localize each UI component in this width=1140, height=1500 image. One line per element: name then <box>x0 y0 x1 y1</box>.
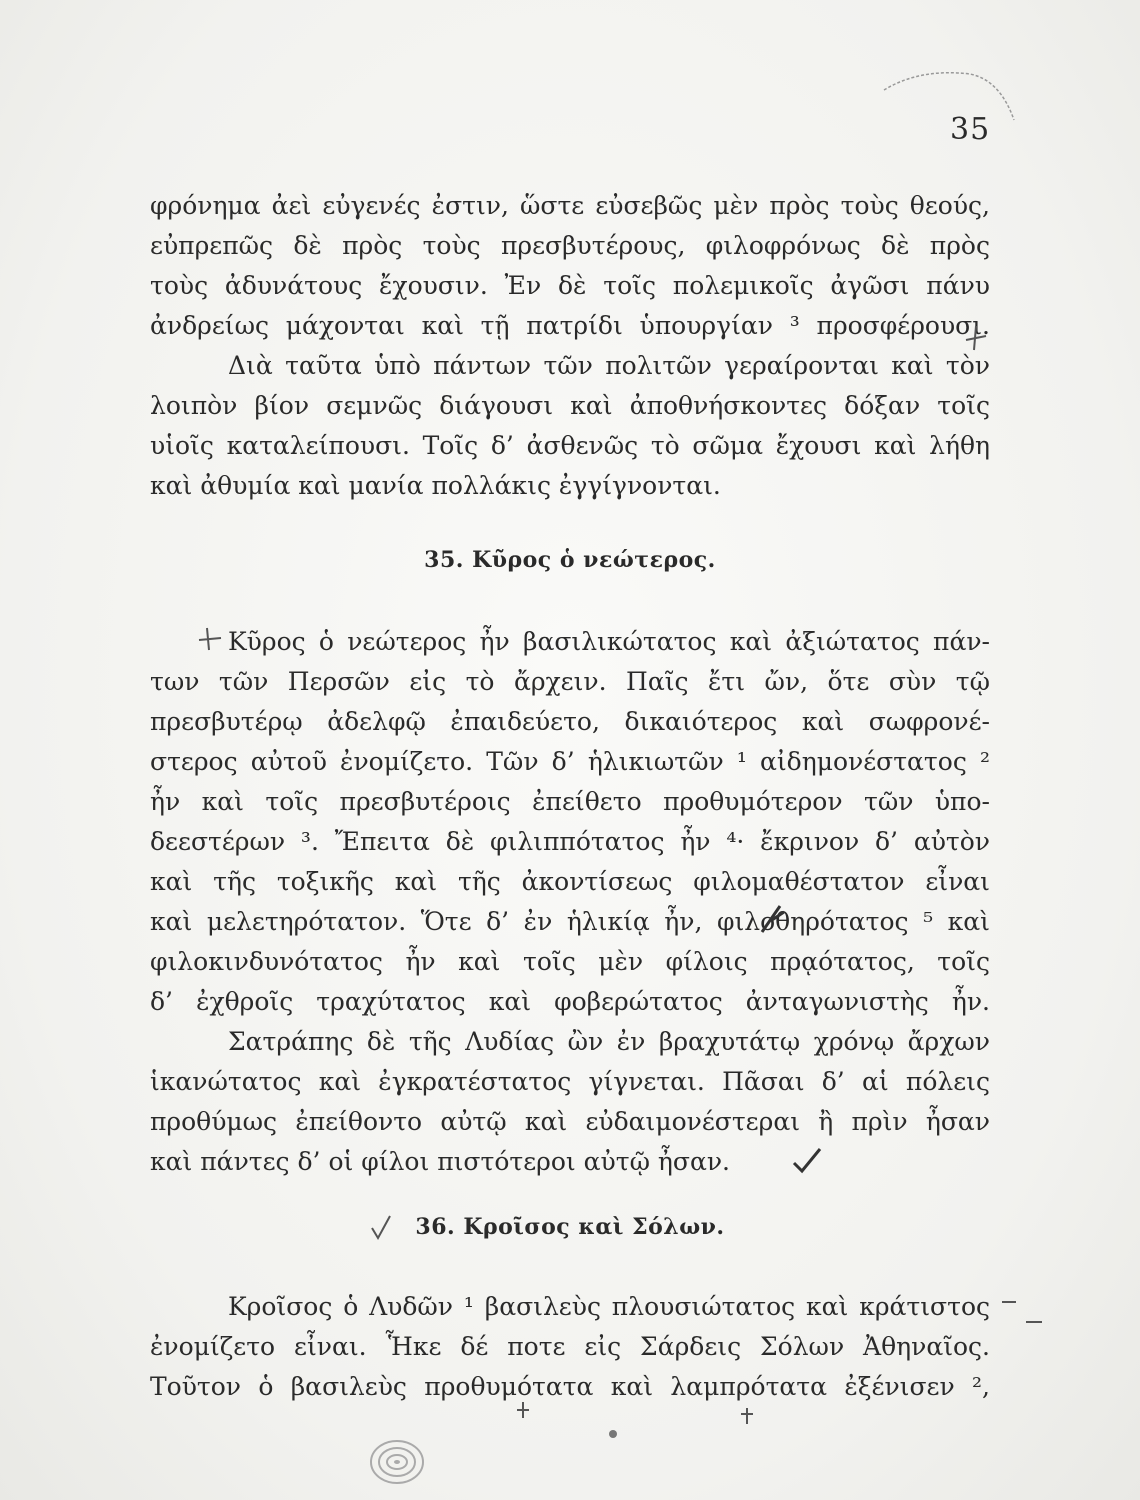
text-line: ἐνομίζετο εἶναι. Ἧκε δέ ποτε εἰς Σάρδεις Σόλων Ἀθηναῖος. <box>150 1332 990 1361</box>
pencil-dash-mark-icon <box>1000 1296 1044 1330</box>
text-line: Διὰ ταῦτα ὑπὸ πάντων τῶν πολιτῶν γεραίρονται καὶ τὸν <box>228 351 990 380</box>
pencil-cross-mark-icon <box>960 322 990 352</box>
text-line: προθύμως ἐπείθοντο αὐτῷ καὶ εὐδαιμονέστεραι ἢ πρὶν ἦσαν <box>150 1107 990 1136</box>
pencil-check-mark-icon <box>368 1214 394 1242</box>
text-line: τοὺς ἀδυνάτους ἔχουσιν. Ἐν δὲ τοῖς πολεμικοῖς ἀγῶσι πάνυ <box>150 271 990 300</box>
section-heading-35: 35. Κῦρος ὁ νεώτερος. <box>424 547 716 573</box>
text-line: ἀνδρείως μάχονται καὶ τῇ πατρίδι ὑπουργίαν ³ προσφέρουσι. <box>150 311 990 340</box>
text-line: φιλοκινδυνότατος ἦν καὶ τοῖς μὲν φίλοις πρᾳότατος, τοῖς <box>150 947 990 976</box>
pencil-cross-mark-icon <box>197 624 227 654</box>
text-line: πρεσβυτέρῳ ἀδελφῷ ἐπαιδεύετο, δικαιότερος καὶ σωφρονέ- <box>150 707 990 736</box>
text-line: στερος αὐτοῦ ἐνομίζετο. Τῶν δ’ ἡλικιωτῶν ¹ αἰδημονέστατος ² <box>150 747 990 776</box>
text-line: των τῶν Περσῶν εἰς τὸ ἄρχειν. Παῖς ἔτι ὤν, ὅτε σὺν τῷ <box>150 667 990 696</box>
text-line: καὶ μελετηρότατον. Ὅτε δ’ ἐν ἡλικίᾳ ἦν, φιλοθηρότατος ⁵ καὶ <box>150 907 990 936</box>
text-line: λοιπὸν βίον σεμνῶς διάγουσι καὶ ἀποθνήσκοντες δόξαν τοῖς <box>150 391 990 420</box>
pencil-tick-marks-icon <box>515 1400 775 1440</box>
text-line: Τοῦτον ὁ βασιλεὺς προθυμότατα καὶ λαμπρότατα ἐξένισεν ², <box>150 1372 990 1401</box>
text-line: εὐπρεπῶς δὲ πρὸς τοὺς πρεσβυτέρους, φιλοφρόνως δὲ πρὸς <box>150 231 990 260</box>
text-line: φρόνημα ἀεὶ εὐγενές ἐστιν, ὥστε εὐσεβῶς μὲν πρὸς τοὺς θεούς, <box>150 191 990 220</box>
text-line: Κροῖσος ὁ Λυδῶν ¹ βασιλεὺς πλουσιώτατος καὶ κράτιστος <box>228 1292 990 1321</box>
text-line: ἦν καὶ τοῖς πρεσβυτέροις ἐπείθετο προθυμότερον τῶν ὑπο- <box>150 787 990 816</box>
text-line: δ’ ἐχθροῖς τραχύτατος καὶ φοβερώτατος ἀνταγωνιστὴς ἦν. <box>150 987 990 1016</box>
text-line: δεεστέρων ³. Ἔπειτα δὲ φιλιππότατος ἦν ⁴· ἔκρινον δ’ αὐτὸν <box>150 827 990 856</box>
pencil-check-mark-icon <box>790 1145 824 1175</box>
page-number: 35 <box>950 112 991 147</box>
text-line: Κῦρος ὁ νεώτερος ἦν βασιλικώτατος καὶ ἀξιώτατος πάν- <box>228 627 990 656</box>
text-line: καὶ τῆς τοξικῆς καὶ τῆς ἀκοντίσεως φιλομαθέστατον εἶναι <box>150 867 990 896</box>
section-heading-36: 36. Κροῖσος καὶ Σόλων. <box>415 1214 725 1240</box>
pencil-slash-mark-icon <box>758 902 788 936</box>
text-line: υἱοῖς καταλείπουσι. Τοῖς δ’ ἀσθενῶς τὸ σῶμα ἔχουσι καὶ λήθη <box>150 431 990 460</box>
text-line: καὶ ἀθυμία καὶ μανία πολλάκις ἐγγίγνονται. <box>150 471 721 500</box>
text-line: καὶ πάντες δ’ οἱ φίλοι πιστότεροι αὐτῷ ἦσαν. <box>150 1147 730 1176</box>
text-line: ἱκανώτατος καὶ ἐγκρατέστατος γίγνεται. Πᾶσαι δ’ αἱ πόλεις <box>150 1067 990 1096</box>
text-line: Σατράπης δὲ τῆς Λυδίας ὢν ἐν βραχυτάτῳ χρόνῳ ἄρχων <box>228 1027 990 1056</box>
corner-pencil-scribble-icon <box>880 60 1020 140</box>
circular-stamp-icon <box>368 1437 426 1487</box>
